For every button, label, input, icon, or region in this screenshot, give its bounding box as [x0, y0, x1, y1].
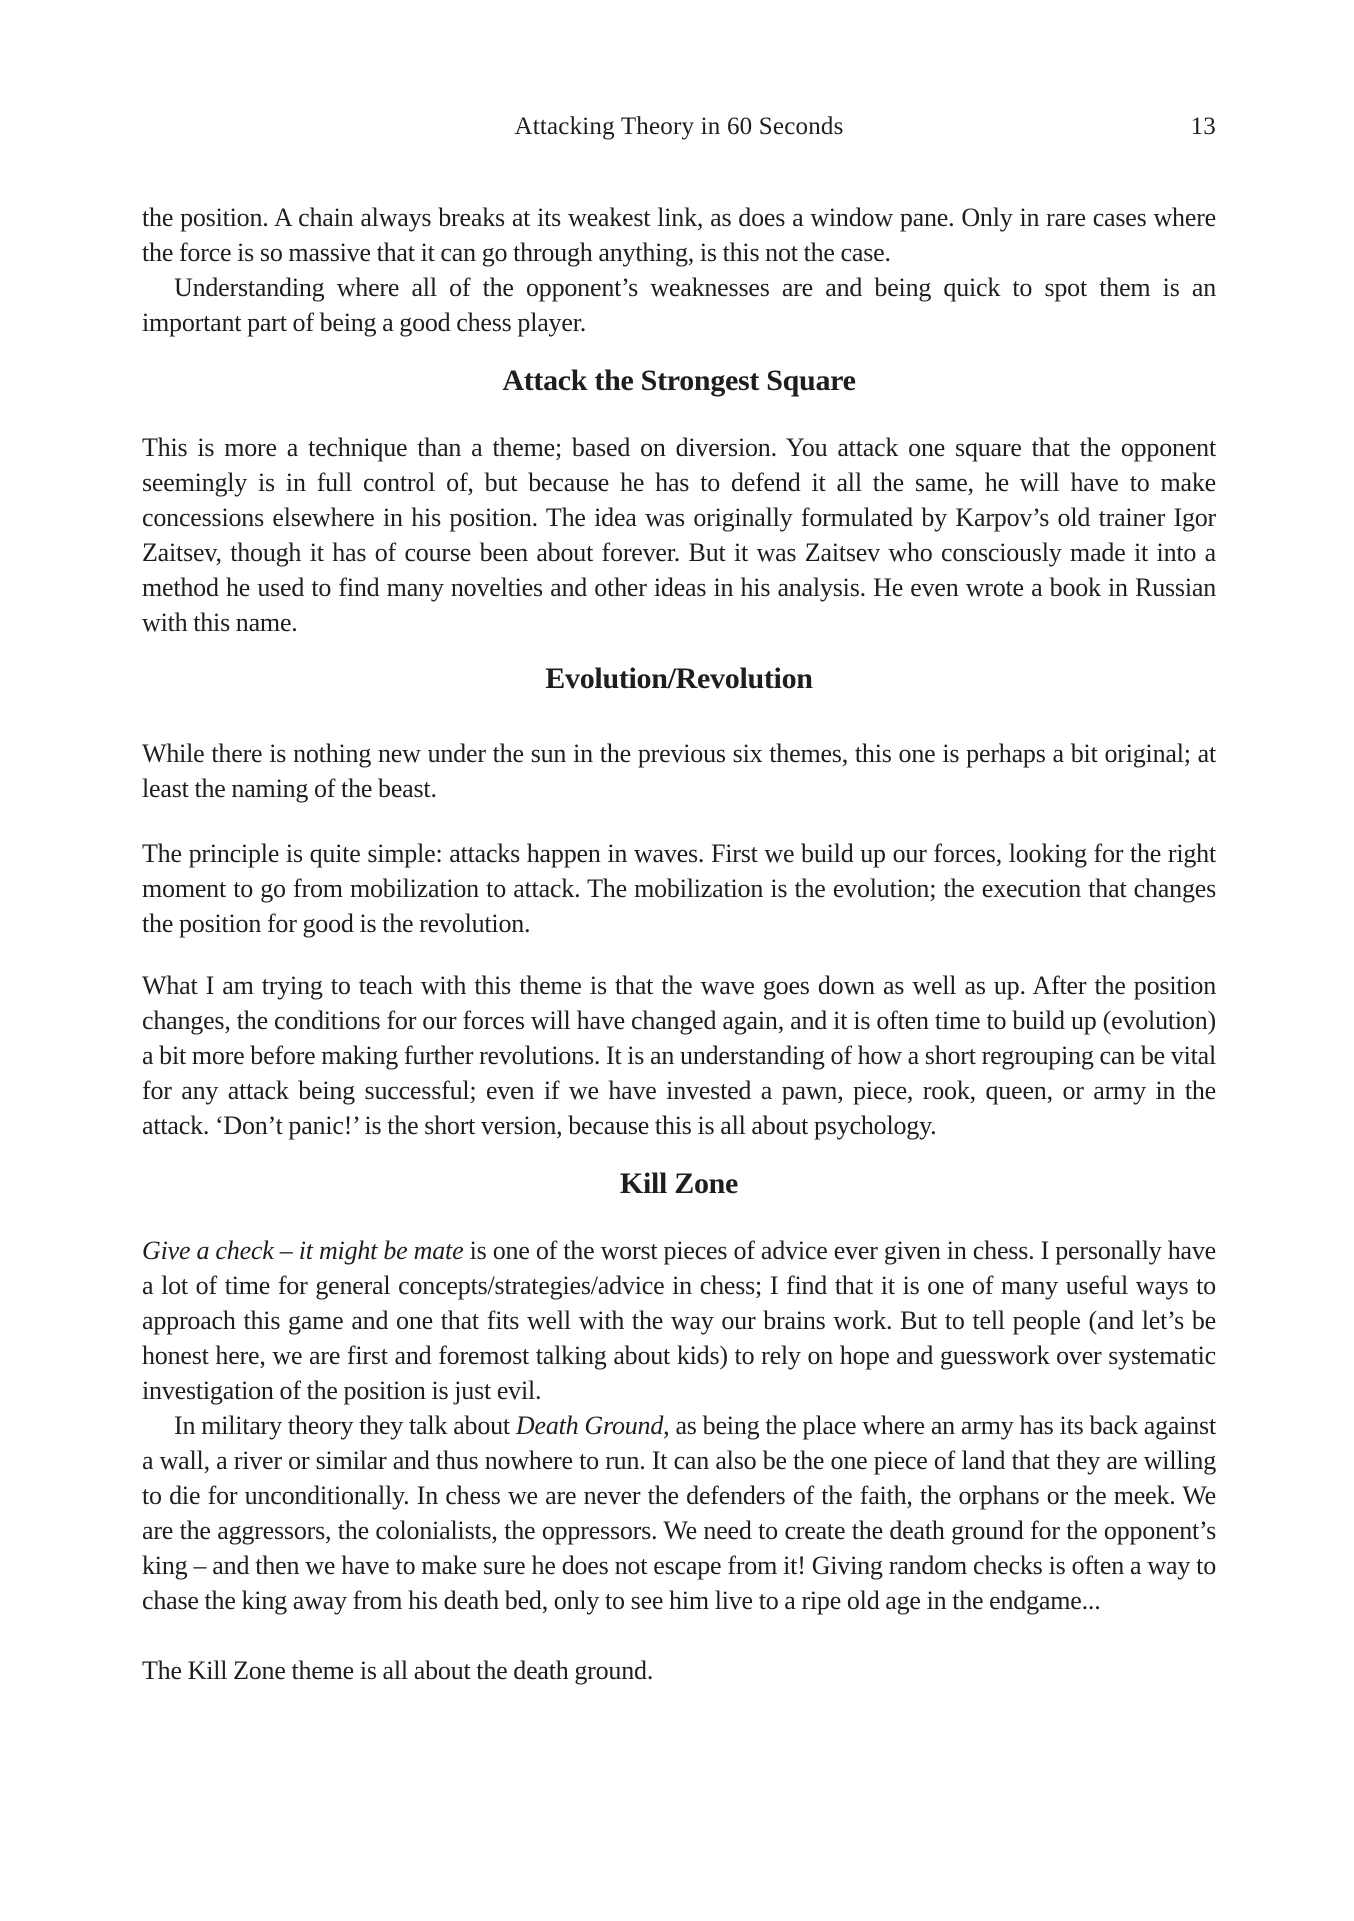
paragraph-intro-understanding: Understanding where all of the opponent’s weaknesses are and being quick to spot them is an important part of being a good chess player.: [142, 273, 1216, 337]
italic-phrase-death-ground: Death Ground: [515, 1411, 664, 1440]
section-heading-kill-zone: Kill Zone: [619, 1167, 739, 1200]
paragraph-evolution-2: The principle is quite simple: attacks happen in waves. First we build up our forces, looking for the right moment to go from mobilization to attack. The mobilization is the evolution; the execution that changes the position for good is the revolution.: [142, 839, 1216, 938]
paragraph-kill-zone-1-text: is one of the worst pieces of advice ever given in chess. I personally have a lot of time for general concepts/strategies/advice in chess; I find that it is one of many useful ways to approach this game and one that fits well with the way our brains work. But to tell people (and let’s be honest here, we are first and foremost talking about kids) to rely on hope and guesswork over systematic investigation of the position is just evil.: [142, 1236, 1216, 1405]
section-heading-evolution-revolution: Evolution/Revolution: [545, 662, 813, 695]
section-heading-attack-the-strongest-square: Attack the Strongest Square: [502, 364, 856, 397]
paragraph-evolution-1: While there is nothing new under the sun in the previous six themes, this one is perhaps a bit original; at least the naming of the beast.: [142, 739, 1216, 803]
paragraph-evolution-3: What I am trying to teach with this theme is that the wave goes down as well as up. After the position changes, the conditions for our forces will have changed again, and it is often time to build up (evolution) a bit more before making further revolutions. It is an understanding of how a short regrouping can be vital for any attack being successful; even if we have invested a pawn, piece, rook, queen, or army in the attack. ‘Don’t panic!’ is the short version, because this is all about psychology.: [142, 971, 1216, 1140]
page-body: [142, 200, 1216, 1688]
paragraph-kill-zone-2: [142, 1408, 1216, 1618]
paragraph-kill-zone-1: [142, 1233, 1216, 1408]
paragraph-kill-zone-2-lead: In military theory they talk about: [174, 1411, 516, 1440]
paragraph-intro-continuation: the position. A chain always breaks at its weakest link, as does a window pane. Only in rare cases where the force is so massive that it can go through anything, is this not the case.: [142, 203, 1216, 267]
page-number: 13: [1190, 113, 1216, 140]
italic-phrase-give-a-check: Give a check – it might be mate: [142, 1236, 464, 1265]
paragraph-kill-zone-summary: The Kill Zone theme is all about the death ground.: [142, 1656, 654, 1685]
paragraph-kill-zone-2-text: , as being the place where an army has its back against a wall, a river or similar and thus nowhere to run. It can also be the one piece of land that they are willing to die for unconditionally. In chess we are never the defenders of the faith, the orphans or the meek. We are the aggressors, the colonialists, the oppressors. We need to create the death ground for the opponent’s king – and then we have to make sure he does not escape from it! Giving random checks is often a way to chase the king away from his death bed, only to see him live to a ripe old age in the endgame...: [142, 1411, 1216, 1615]
running-header: [142, 0, 1216, 142]
running-header-title: Attacking Theory in 60 Seconds: [514, 113, 844, 140]
paragraph-attack-strongest-square: This is more a technique than a theme; based on diversion. You attack one square that the opponent seemingly is in full control of, but because he has to defend it all the same, he will have to make concessions elsewhere in his position. The idea was originally formulated by Karpov’s old trainer Igor Zaitsev, though it has of course been about forever. But it was Zaitsev who consciously made it into a method he used to find many novelties and other ideas in his analysis. He even wrote a book in Russian with this name.: [142, 433, 1216, 637]
